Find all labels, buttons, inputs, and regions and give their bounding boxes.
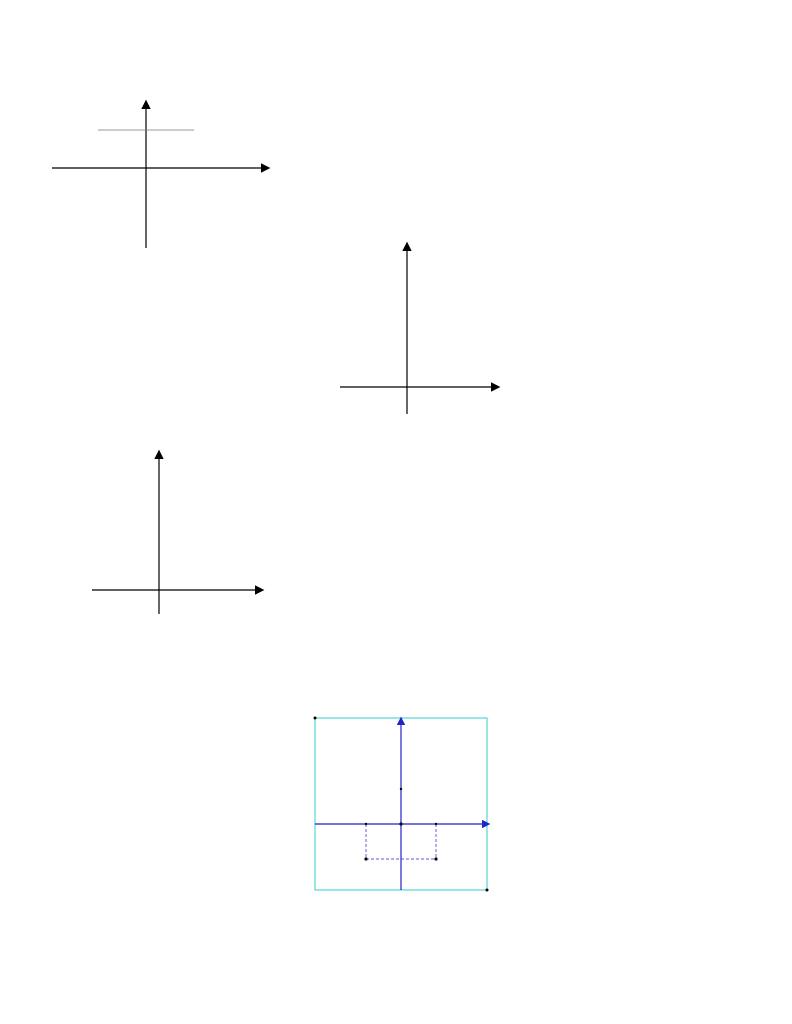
frame-dot — [314, 717, 317, 720]
q21-option-b[interactable] — [264, 911, 268, 927]
q21-option-c[interactable] — [401, 911, 405, 927]
q20-option-d[interactable] — [310, 574, 314, 590]
q20-option-b[interactable] — [310, 509, 314, 525]
q19-option-b[interactable] — [72, 319, 76, 335]
frame-dot — [486, 889, 489, 892]
tick-dot — [400, 788, 402, 790]
origin-point — [399, 822, 402, 825]
q21-option-a[interactable] — [118, 911, 122, 927]
min-point — [364, 857, 367, 860]
q19-option-d[interactable] — [72, 383, 76, 399]
q20-option-a[interactable] — [310, 476, 314, 492]
q21-graph — [312, 714, 492, 894]
min-point — [434, 857, 437, 860]
q19-option-a[interactable] — [72, 287, 76, 303]
q18-option-b[interactable] — [310, 128, 314, 144]
tick-dot — [435, 823, 437, 825]
q19-option-c[interactable] — [72, 351, 76, 367]
q18-option-d[interactable] — [310, 194, 314, 210]
q20-option-c[interactable] — [310, 542, 314, 558]
q18-option-c[interactable] — [310, 161, 314, 177]
q18-option-a[interactable] — [310, 95, 314, 111]
q18-graph — [48, 98, 274, 250]
q19-graph — [338, 240, 504, 416]
q20-graph — [88, 446, 268, 616]
q21-option-d[interactable] — [539, 911, 543, 927]
tick-dot — [365, 823, 367, 825]
